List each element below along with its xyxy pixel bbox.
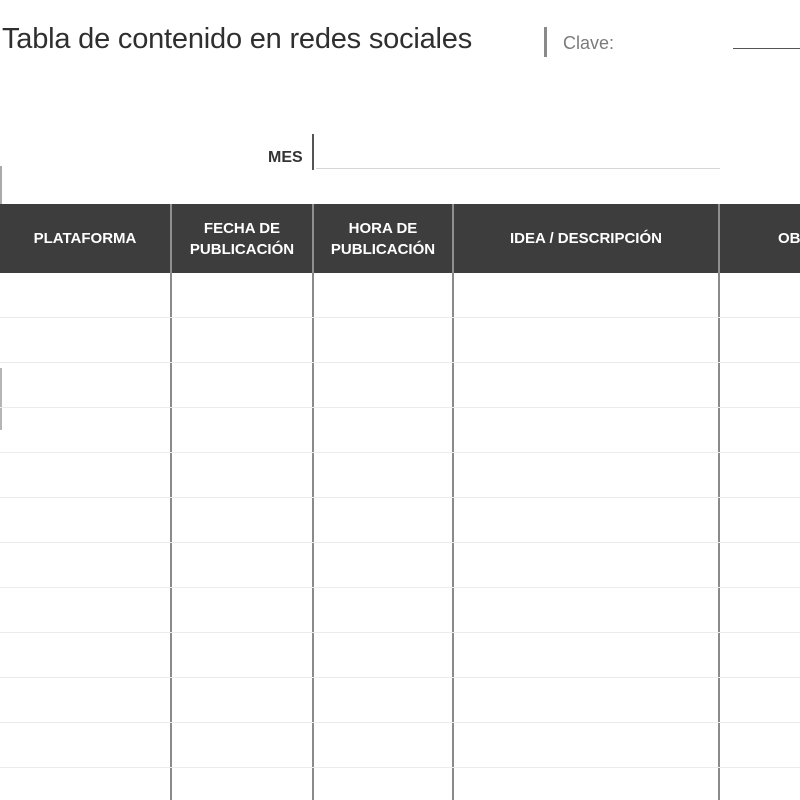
table-body — [0, 273, 800, 800]
table-cell-publish-time[interactable] — [314, 453, 454, 497]
table-cell-idea-description[interactable] — [454, 588, 720, 632]
column-header-platform: PLATAFORMA — [0, 204, 172, 273]
table-cell-publish-time[interactable] — [314, 363, 454, 407]
table-cell-publish-time[interactable] — [314, 588, 454, 632]
column-header-idea-description: IDEA / DESCRIPCIÓN — [454, 204, 720, 273]
table-row — [0, 408, 800, 453]
table-cell-observations[interactable] — [720, 498, 800, 542]
table-cell-publish-date[interactable] — [172, 543, 314, 587]
table-cell-idea-description[interactable] — [454, 678, 720, 722]
table-cell-observations[interactable] — [720, 363, 800, 407]
table-row — [0, 768, 800, 800]
table-row — [0, 453, 800, 498]
column-header-publish-date: FECHA DE PUBLICACIÓN — [172, 204, 314, 273]
table-row — [0, 723, 800, 768]
table-cell-idea-description[interactable] — [454, 768, 720, 800]
table-cell-publish-date[interactable] — [172, 363, 314, 407]
table-cell-publish-date[interactable] — [172, 498, 314, 542]
table-cell-platform[interactable] — [0, 498, 172, 542]
table-cell-publish-time[interactable] — [314, 318, 454, 362]
table-cell-platform[interactable] — [0, 678, 172, 722]
table-cell-idea-description[interactable] — [454, 498, 720, 542]
month-label: MES — [268, 149, 303, 166]
table-cell-observations[interactable] — [720, 678, 800, 722]
table-cell-publish-date[interactable] — [172, 273, 314, 317]
table-cell-idea-description[interactable] — [454, 543, 720, 587]
table-row — [0, 543, 800, 588]
table-cell-platform[interactable] — [0, 318, 172, 362]
table-cell-publish-date[interactable] — [172, 633, 314, 677]
title-separator — [544, 27, 547, 57]
table-cell-publish-date[interactable] — [172, 408, 314, 452]
table-cell-platform[interactable] — [0, 363, 172, 407]
table-cell-platform[interactable] — [0, 543, 172, 587]
table-cell-observations[interactable] — [720, 633, 800, 677]
page-title: Tabla de contenido en redes sociales — [2, 23, 473, 55]
table-cell-publish-time[interactable] — [314, 678, 454, 722]
column-header-observations: OB — [778, 230, 800, 247]
table-cell-publish-time[interactable] — [314, 543, 454, 587]
table-cell-publish-time[interactable] — [314, 633, 454, 677]
table-row — [0, 318, 800, 363]
clave-label: Clave: — [563, 33, 615, 53]
table-cell-idea-description[interactable] — [454, 633, 720, 677]
table-cell-platform[interactable] — [0, 273, 172, 317]
table-cell-publish-time[interactable] — [314, 723, 454, 767]
table-cell-idea-description[interactable] — [454, 408, 720, 452]
table-row — [0, 633, 800, 678]
table-cell-publish-time[interactable] — [314, 498, 454, 542]
table-cell-idea-description[interactable] — [454, 453, 720, 497]
table-cell-platform[interactable] — [0, 588, 172, 632]
month-separator — [312, 134, 314, 170]
table-cell-platform[interactable] — [0, 768, 172, 800]
table-cell-platform[interactable] — [0, 408, 172, 452]
table-cell-publish-date[interactable] — [172, 678, 314, 722]
table-cell-publish-date[interactable] — [172, 588, 314, 632]
table-cell-observations[interactable] — [720, 723, 800, 767]
table-cell-observations[interactable] — [720, 588, 800, 632]
table-row — [0, 273, 800, 318]
table-cell-platform[interactable] — [0, 633, 172, 677]
table-cell-idea-description[interactable] — [454, 723, 720, 767]
clave-field[interactable] — [733, 48, 800, 49]
table-cell-publish-date[interactable] — [172, 723, 314, 767]
table-cell-publish-date[interactable] — [172, 318, 314, 362]
table-cell-platform[interactable] — [0, 723, 172, 767]
table-cell-observations[interactable] — [720, 273, 800, 317]
content-table — [0, 204, 800, 800]
table-row — [0, 588, 800, 633]
table-cell-idea-description[interactable] — [454, 273, 720, 317]
table-cell-observations[interactable] — [720, 768, 800, 800]
table-cell-observations[interactable] — [720, 453, 800, 497]
left-margin-mark — [0, 166, 2, 204]
table-row — [0, 363, 800, 408]
table-cell-observations[interactable] — [720, 318, 800, 362]
month-input[interactable] — [316, 134, 720, 169]
table-cell-idea-description[interactable] — [454, 363, 720, 407]
table-cell-publish-time[interactable] — [314, 768, 454, 800]
table-header — [0, 204, 800, 273]
column-header-publish-time: HORA DE PUBLICACIÓN — [314, 204, 454, 273]
table-cell-publish-date[interactable] — [172, 768, 314, 800]
table-row — [0, 678, 800, 723]
table-cell-publish-time[interactable] — [314, 408, 454, 452]
table-cell-observations[interactable] — [720, 408, 800, 452]
table-row — [0, 498, 800, 543]
table-cell-publish-time[interactable] — [314, 273, 454, 317]
table-cell-observations[interactable] — [720, 543, 800, 587]
table-cell-publish-date[interactable] — [172, 453, 314, 497]
table-cell-platform[interactable] — [0, 453, 172, 497]
table-cell-idea-description[interactable] — [454, 318, 720, 362]
